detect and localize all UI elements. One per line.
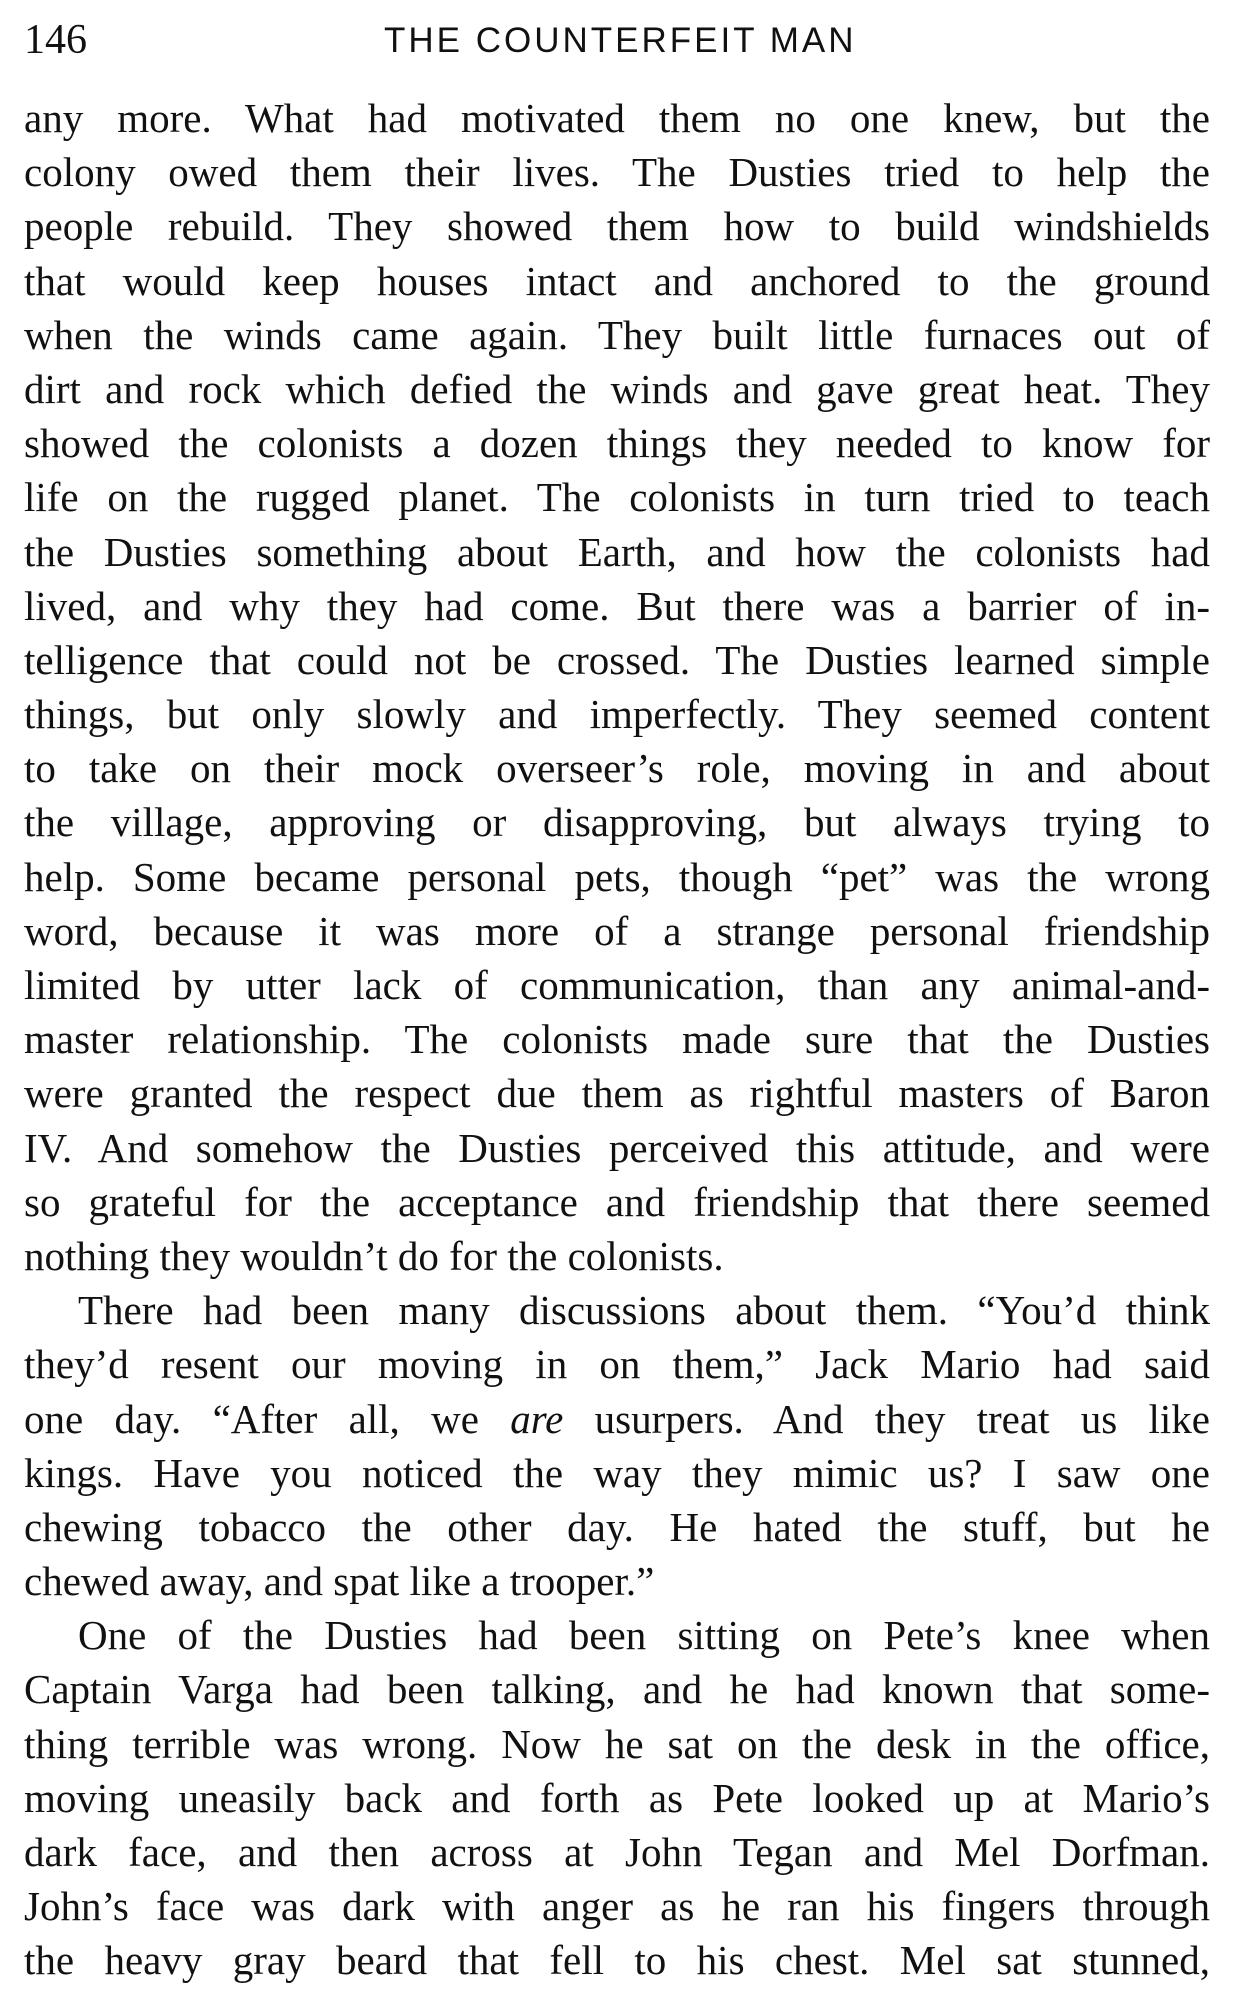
text-line: to take on their mock overseer’s role, moving in and about [24, 745, 1210, 792]
text-line: dirt and rock which defied the winds and gave great heat. They [24, 365, 1210, 412]
text-line: John’s face was dark with anger as he ran his fingers through [24, 1883, 1210, 1930]
emphasized-word: are [510, 1395, 564, 1442]
text-line: thing terrible was wrong. Now he sat on the desk in the office, [24, 1720, 1210, 1767]
text-line: Captain Varga had been talking, and he had known that some- [24, 1666, 1210, 1713]
text-line: chewed away, and spat like a trooper.” [24, 1558, 655, 1605]
text-line: lived, and why they had come. But there was a barrier of in- [24, 582, 1210, 629]
text-line: they’d resent our moving in on them,” Jack Mario had said [24, 1341, 1210, 1388]
text-line: things, but only slowly and imperfectly. They seemed content [24, 691, 1210, 738]
text-line-with-emphasis [24, 1392, 1210, 1446]
text-line: colony owed them their lives. The Dusties tried to help the [24, 149, 1210, 196]
text-line: showed the colonists a dozen things they needed to know for [24, 420, 1210, 467]
text-line: the village, approving or disapproving, but always trying to [24, 799, 1210, 846]
text-line: One of the Dusties had been sitting on Pete’s knee when [78, 1612, 1210, 1659]
text-line: limited by utter lack of communication, than any animal-and- [24, 962, 1210, 1008]
body-text [24, 91, 1210, 1988]
text-line: kings. Have you noticed the way they mimic us? I saw one [24, 1449, 1210, 1496]
text-line: IV. And somehow the Dusties perceived this attitude, and were [24, 1124, 1210, 1171]
text-line: were granted the respect due them as rightful masters of Baron [24, 1070, 1210, 1117]
page-header [24, 8, 1210, 68]
text-line: telligence that could not be crossed. The Dusties learned simple [24, 636, 1210, 683]
text-line: There had been many discussions about them. “You’d think [78, 1287, 1210, 1334]
text-line: chewing tobacco the other day. He hated the stuff, but he [24, 1503, 1210, 1550]
text-line: the Dusties something about Earth, and how the colonists had [24, 528, 1210, 575]
text-line: when the winds came again. They built little furnaces out of [24, 311, 1210, 358]
text-line: word, because it was more of a strange personal friendship [24, 907, 1210, 954]
text-line: help. Some became personal pets, though “pet” was the wrong [24, 853, 1210, 900]
text-line: that would keep houses intact and anchored to the ground [24, 257, 1210, 304]
page-number: 146 [24, 17, 87, 63]
text-line: the heavy gray beard that fell to his chest. Mel sat stunned, [24, 1937, 1210, 1984]
text-line: so grateful for the acceptance and friendship that there seemed [24, 1178, 1210, 1225]
text-line: master relationship. The colonists made sure that the Dusties [24, 1016, 1210, 1063]
text-fragment: one day. “After all, we [24, 1395, 479, 1442]
text-line: dark face, and then across at John Tegan and Mel Dorfman. [24, 1829, 1210, 1875]
text-fragment: usurpers. And they treat us like [594, 1395, 1210, 1442]
text-line: nothing they wouldn’t do for the colonists. [24, 1232, 724, 1279]
text-line: any more. What had motivated them no one knew, but the [24, 95, 1210, 141]
text-line: people rebuild. They showed them how to build windshields [24, 203, 1210, 250]
running-title: THE COUNTERFEIT MAN [384, 21, 857, 60]
text-line: life on the rugged planet. The colonists in turn tried to teach [24, 474, 1210, 521]
text-line: moving uneasily back and forth as Pete looked up at Mario’s [24, 1774, 1210, 1821]
